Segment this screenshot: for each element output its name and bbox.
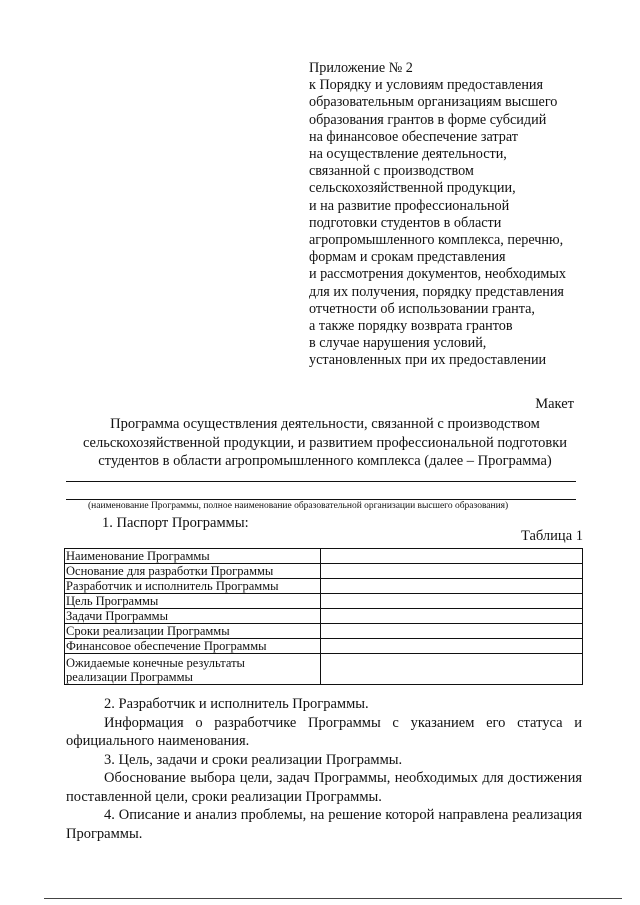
appendix-line: Приложение № 2: [309, 60, 413, 76]
table-row: [65, 594, 583, 609]
appendix-line: сельскохозяйственной продукции,: [309, 180, 516, 197]
table-row: [65, 549, 583, 564]
table-label: Таблица 1: [520, 528, 583, 544]
section-2-title: 2. Разработчик и исполнитель Программы.: [104, 696, 369, 712]
table-cell-label-line: Ожидаемые конечные результаты: [66, 656, 245, 670]
appendix-line: на финансовое обеспечение затрат: [309, 128, 519, 145]
table-cell-label: [65, 654, 321, 685]
section-3-title: 3. Цель, задачи и сроки реализации Программы.: [104, 751, 403, 768]
table-cell-value[interactable]: [321, 654, 583, 685]
table-row: [65, 609, 583, 624]
appendix-line: формам и срокам представления: [309, 249, 506, 266]
table-row: [65, 639, 583, 654]
table-cell-label: Задачи Программы: [65, 609, 321, 624]
table-cell-value[interactable]: [321, 624, 583, 639]
table-row: [65, 579, 583, 594]
appendix-line: для их получения, порядку представления: [309, 283, 564, 300]
table-cell-label-line: реализации Программы: [66, 670, 193, 684]
table-cell-value[interactable]: [321, 579, 583, 594]
appendix-line: агропромышленного комплекса, перечню,: [309, 232, 564, 249]
page-bottom-line: [44, 898, 622, 899]
table-row: [65, 654, 583, 685]
section-3-text: Обоснование выбора цели, задач Программы, необходимых для достижения поставленной цели, сроки реализации Программы.: [66, 770, 582, 805]
table-row: [65, 564, 583, 579]
appendix-line: установленных при их предоставлении: [309, 352, 547, 369]
appendix-line: на осуществление деятельности,: [309, 146, 507, 163]
section-1-title: 1. Паспорт Программы:: [102, 515, 249, 531]
passport-table: [64, 548, 583, 685]
table-cell-label: Финансовое обеспечение Программы: [65, 639, 321, 654]
appendix-line: подготовки студентов в области: [309, 214, 502, 231]
appendix-line: образовательным организациям высшего: [309, 94, 558, 111]
table-cell-value[interactable]: [321, 549, 583, 564]
section-2-text: Информация о разработчике Программы с указанием его статуса и официального наименования.: [66, 714, 582, 749]
section-4-text: 4. Описание и анализ проблемы, на решение которой направлена реализация Программы.: [66, 807, 582, 842]
program-title: [60, 415, 590, 471]
table-cell-value[interactable]: [321, 609, 583, 624]
program-title-line: сельскохозяйственной продукции, и развитием профессиональной подготовки: [82, 434, 568, 451]
appendix-header: [309, 60, 609, 370]
appendix-line: и рассмотрения документов, необходимых: [309, 266, 567, 283]
fill-in-line: [66, 499, 576, 500]
appendix-line: в случае нарушения условий,: [309, 335, 487, 352]
appendix-line: отчетности об использовании гранта,: [309, 300, 535, 317]
appendix-line: и на развитие профессиональной: [309, 197, 510, 214]
caption-note: (наименование Программы, полное наименование образовательной организации высшего образования): [88, 501, 509, 511]
table-cell-label: Сроки реализации Программы: [65, 624, 321, 639]
table-cell-value[interactable]: [321, 639, 583, 654]
appendix-line: к Порядку и условиям предоставления: [309, 77, 544, 94]
table-cell-value[interactable]: [321, 594, 583, 609]
fill-in-line: [66, 481, 576, 482]
appendix-line: связанной с производством: [309, 163, 474, 180]
table-cell-label: Разработчик и исполнитель Программы: [65, 579, 321, 594]
body-text: [66, 695, 582, 843]
maket-label: Макет: [535, 396, 574, 412]
appendix-line: образования грантов в форме субсидий: [309, 111, 547, 128]
table-cell-label: Основание для разработки Программы: [65, 564, 321, 579]
program-title-line: Программа осуществления деятельности, связанной с производством: [110, 416, 540, 432]
table-cell-label: Цель Программы: [65, 594, 321, 609]
table-cell-label: Наименование Программы: [65, 549, 321, 564]
table-row: [65, 624, 583, 639]
program-title-line: студентов в области агропромышленного комплекса (далее – Программа): [98, 453, 552, 469]
table-cell-value[interactable]: [321, 564, 583, 579]
appendix-line: а также порядку возврата грантов: [309, 318, 513, 335]
